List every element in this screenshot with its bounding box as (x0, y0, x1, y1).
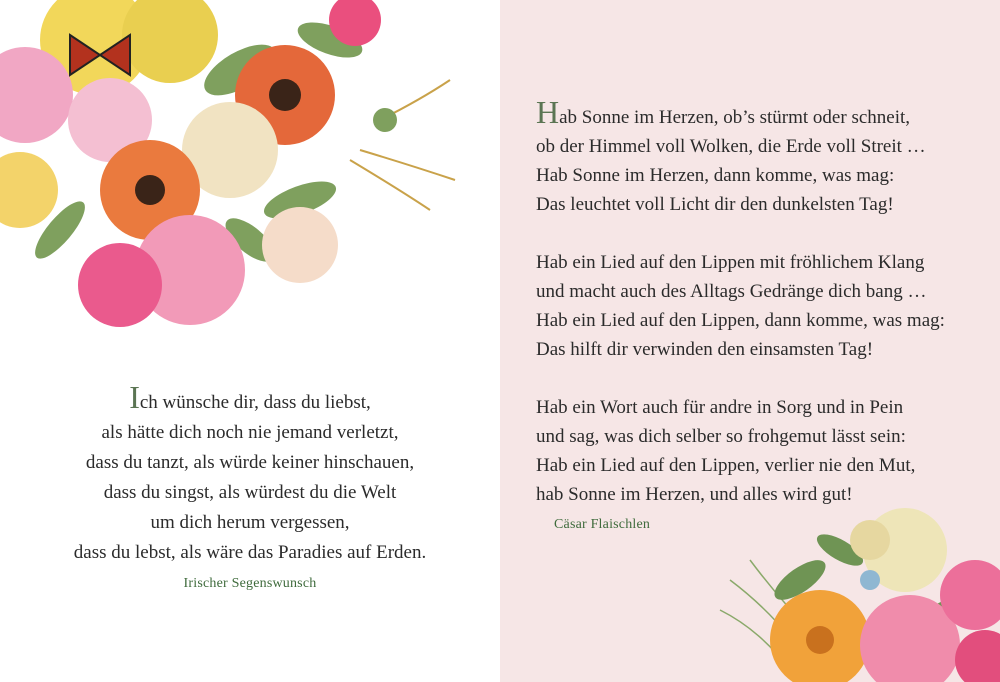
poem-line: dass du singst, als würdest du die Welt (103, 482, 397, 503)
poem-line: Hab ein Wort auch für andre in Sorg und in Pein (536, 397, 904, 418)
poem-line: und macht auch des Alltags Gedränge dich bang … (536, 281, 927, 302)
poem-line: Hab ein Lied auf den Lippen, verlier nie den Mut, (536, 455, 916, 476)
stanza-1 (536, 94, 976, 219)
poem-line (536, 94, 976, 132)
poem-first-line: ch wünsche dir, dass du liebst, (139, 392, 371, 413)
poem-credit-irish-blessing: Irischer Segenswunsch (183, 576, 317, 591)
stanza-2 (536, 248, 976, 364)
poem-line: und sag, was dich selber so frohgemut lässt sein: (536, 426, 906, 447)
poem-line: Hab Sonne im Herzen, dann komme, was mag: (536, 165, 895, 186)
poem-line: um dich herum vergessen, (150, 512, 350, 533)
flower-bouquet-illustration-top-left (0, 0, 470, 340)
poem-credit-caesar-flaischlen: Cäsar Flaischlen (554, 517, 651, 532)
flower-bouquet-illustration-bottom-right (710, 500, 1000, 682)
drop-cap-initial: I (129, 379, 140, 415)
poem-line: ob der Himmel voll Wolken, die Erde voll Streit … (536, 136, 926, 157)
poem-line: dass du lebst, als wäre das Paradies auf Erden. (73, 542, 427, 563)
poem-line: Das hilft dir verwinden den einsamsten Tag! (536, 339, 874, 360)
stanza-3 (536, 393, 976, 509)
right-page (500, 0, 1000, 682)
drop-cap-initial: H (536, 94, 560, 130)
poem-line: Hab ein Lied auf den Lippen, dann komme, was mag: (536, 310, 945, 331)
poem-line (0, 379, 500, 418)
poem-sonne-im-herzen (536, 94, 976, 538)
poem-line: hab Sonne im Herzen, und alles wird gut! (536, 484, 853, 505)
poem-line: als hätte dich noch nie jemand verletzt, (101, 422, 399, 443)
poem-line: Hab ein Lied auf den Lippen mit fröhlichem Klang (536, 252, 925, 273)
poem-first-line: ab Sonne im Herzen, ob’s stürmt oder schneit, (559, 107, 911, 128)
poem-line: dass du tanzt, als würde keiner hinschauen, (85, 452, 415, 473)
poem-irish-blessing (0, 379, 500, 568)
poem-line: Das leuchtet voll Licht dir den dunkelsten Tag! (536, 194, 894, 215)
